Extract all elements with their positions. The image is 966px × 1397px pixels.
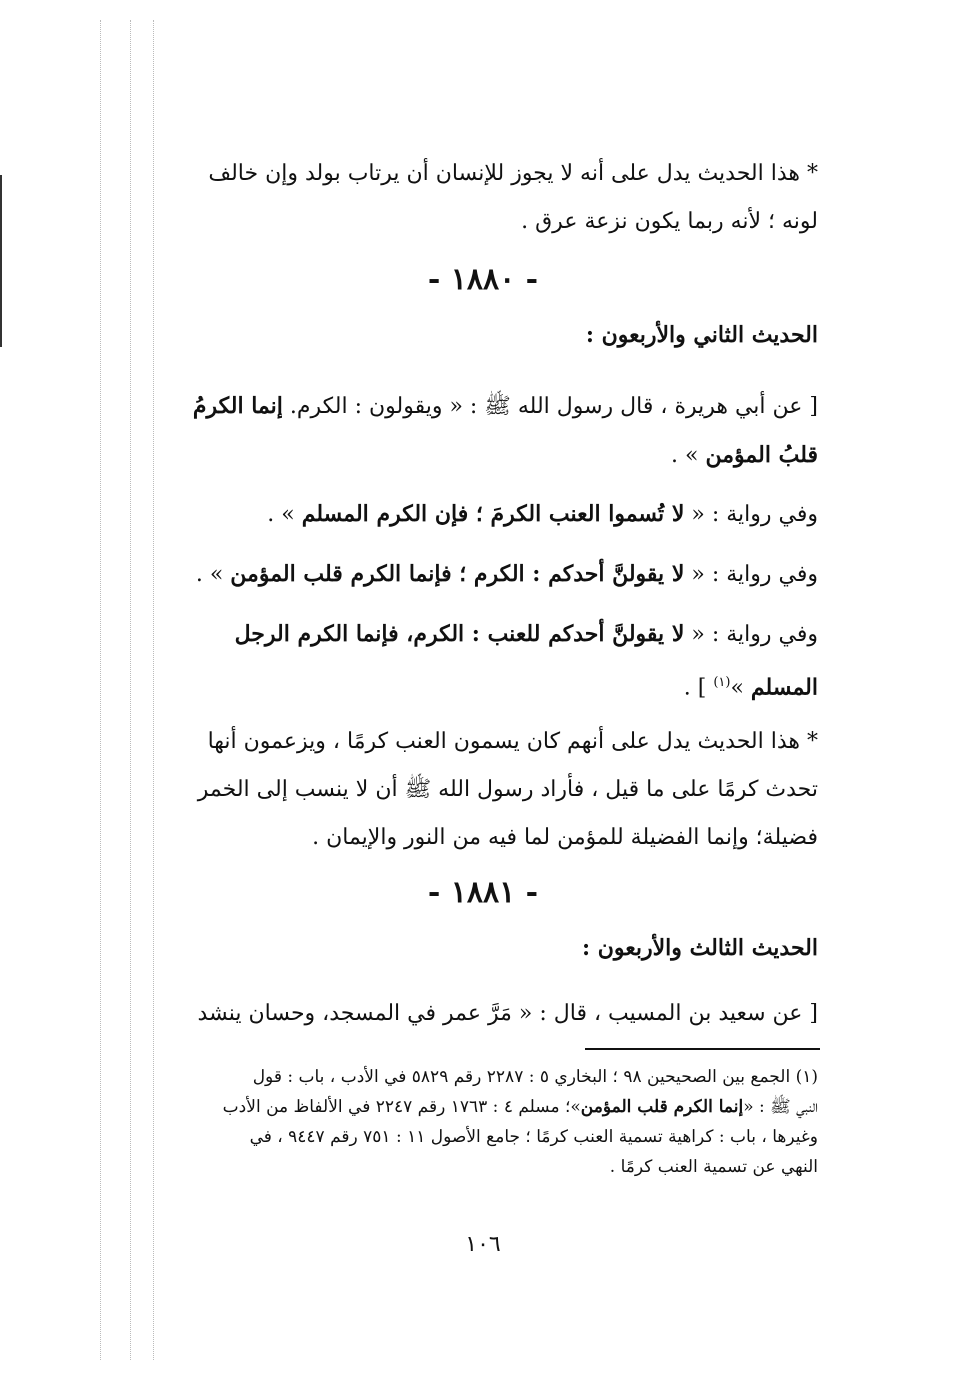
intro-line: * هذا الحديث يدل على أنه لا يجوز للإنسان أن يرتاب بولد وإن خالف (208, 161, 818, 186)
intro-line: لونه ؛ لأنه ربما يكون نزعة عرق . (521, 209, 818, 234)
text-span: » (730, 675, 751, 701)
commentary-line: تحدث كرمًا على ما قيل ، فأراد رسول الله ﷺ أن لا ينسب إلى الخمر (197, 777, 818, 802)
commentary-paragraph (118, 718, 818, 862)
text-span: » . (267, 502, 302, 527)
text-span: »؛ مسلم ٤ : ١٧٦٣ رقم ٢٢٤٧ في الألفاظ من الأدب (222, 1097, 581, 1117)
commentary-line: فضيلة؛ وإنما الفضيلة للمؤمن لما فيه من النور والإيمان . (312, 825, 818, 850)
riwaya-paragraph (118, 610, 818, 712)
intro-paragraph (118, 150, 818, 246)
riwaya-line (118, 490, 818, 539)
hadith-text (118, 382, 818, 480)
hadith-line (118, 431, 818, 480)
hadith-text: [ عن سعيد بن المسيب ، قال : « مَرَّ عمر في المسجد، وحسان ينشد (197, 1001, 818, 1026)
riwaya-line (118, 610, 818, 659)
bold-span: لا يقولنَّ أحدكم للعنب : الكرم، فإنما الكرم الرجل (234, 621, 685, 647)
bold-span: إنما الكرم قلب المؤمن (580, 1097, 744, 1117)
text-span: وفي رواية : « (684, 562, 818, 587)
text-span: وفي رواية : « (684, 502, 818, 527)
bold-span: لا يقولنَّ أحدكم : الكرم ؛ فإنما الكرم قلب المؤمن (230, 561, 685, 587)
footnote-line: وغيرها ، باب : كراهية تسمية العنب كرمًا ؛ جامع الأصول ١١ : ٧٥١ رقم ٩٤٤٧ ، في (249, 1127, 818, 1147)
footnote-line: (١) الجمع بين الصحيحين ٩٨ ؛ البخاري ٥ : ٢٢٨٧ رقم ٥٨٢٩ في الأدب ، باب : قول (252, 1067, 818, 1087)
bold-span: لا تُسموا العنب الكرمَ ؛ فإن الكرم المسلم (301, 501, 685, 527)
dotted-guide-line (100, 20, 101, 1360)
text-span: ] . (683, 675, 714, 701)
commentary-line: * هذا الحديث يدل على أنهم كان يسمون العنب كرمًا ، ويزعمون أنها (207, 729, 818, 754)
text-span: » . (671, 443, 706, 468)
footnote-ref[interactable]: (١) (713, 675, 731, 690)
text-span: وفي رواية : « (684, 622, 818, 647)
text-span: » . (195, 562, 231, 587)
footnote-line: النهي عن تسمية العنب كرمًا . (609, 1157, 818, 1177)
hadith-heading: الحديث الثاني والأربعون : (585, 322, 818, 348)
text-span: [ عن أبي هريرة ، قال رسول الله ﷺ : « ويقولون : الكرم. (282, 394, 818, 419)
footnote (118, 1062, 818, 1182)
hadith-heading: الحديث الثالث والأربعون : (581, 935, 818, 961)
page-number: ١٠٦ (465, 1232, 501, 1257)
bold-span: إنما الكرمُ (192, 393, 283, 419)
text-span: النبي ﷺ : « (743, 1097, 818, 1117)
hadith-line (118, 382, 818, 431)
scan-edge-line (0, 175, 2, 347)
footnote-separator (585, 1048, 820, 1050)
footnote-line (118, 1092, 818, 1122)
bold-span: قلبُ المؤمن (705, 442, 818, 468)
hadith-number: - ١٨٨١ - (427, 875, 539, 910)
hadith-number: - ١٨٨٠ - (427, 262, 539, 297)
bold-span: المسلم (750, 674, 818, 701)
riwaya-line (118, 550, 818, 599)
riwaya-line (118, 659, 818, 712)
